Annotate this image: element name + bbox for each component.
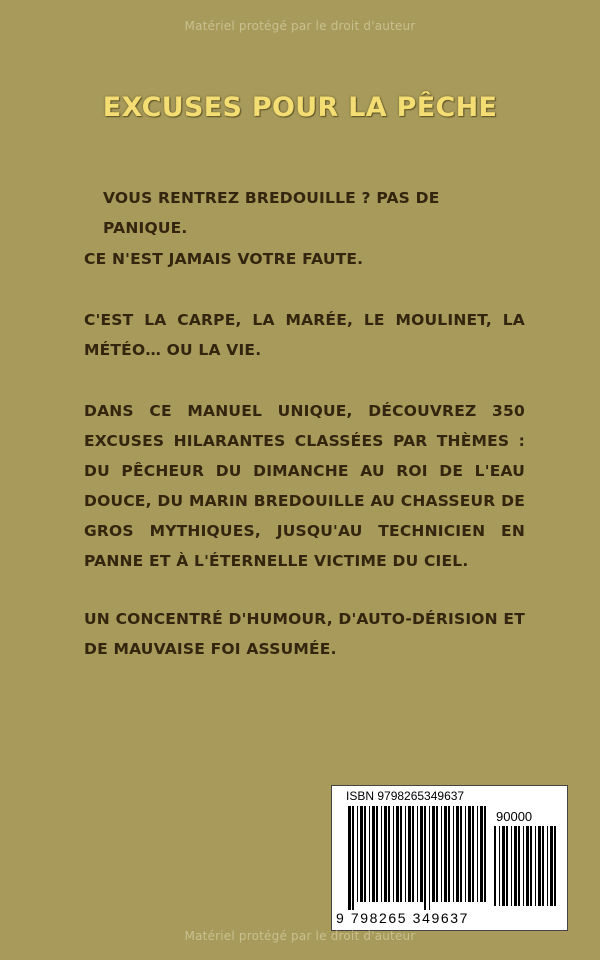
barcode-bar — [357, 806, 358, 902]
barcode-bar — [432, 806, 435, 902]
barcode-bar — [376, 806, 378, 902]
barcode-bar — [518, 826, 520, 906]
ean13-barcode — [348, 806, 488, 910]
barcode-bar — [456, 806, 459, 902]
barcode-bar — [364, 806, 366, 902]
price-code: 90000 — [496, 809, 533, 824]
barcode-bar — [523, 826, 524, 906]
barcode-bar — [352, 806, 354, 910]
barcode-bar — [477, 806, 478, 902]
barcode-bar — [412, 806, 414, 902]
barcode-bar — [460, 806, 462, 902]
barcode-bar — [348, 806, 351, 910]
barcode-bar — [502, 826, 505, 906]
copyright-watermark-bottom: Matériel protégé par le droit d'auteur — [184, 929, 416, 943]
barcode-bar — [408, 806, 411, 902]
barcode-bar — [372, 806, 375, 902]
barcode-bar — [448, 806, 450, 902]
blurb-paragraph-2: CE N'EST JAMAIS VOTRE FAUTE. — [84, 250, 364, 268]
copyright-watermark-top: Matériel protégé par le droit d'auteur — [184, 19, 416, 33]
barcode-bar — [511, 826, 512, 906]
barcode-bar — [468, 806, 471, 902]
barcode-bar — [388, 806, 390, 902]
barcode-bar — [530, 826, 532, 906]
barcode-bar — [484, 806, 486, 902]
barcode-bar — [535, 826, 536, 906]
barcode-bar — [384, 806, 387, 902]
barcode-bar — [436, 806, 438, 902]
barcode-bar — [506, 826, 508, 906]
barcode-bar — [453, 806, 454, 902]
blurb-paragraph-4: DANS CE MANUEL UNIQUE, DÉCOUVREZ 350 EXCUSES HILARANTES CLASSÉES PAR THÈMES : DU PÊCHEUR DU DIMANCHE AU ROI DE L'EAU DOUCE, DU MARIN BREDOUILLE AU CHASSEUR DE GROS MYTHIQUES, JUSQU'AU TECHNICIEN EN PANNE ET À L'ÉTERNELLE VICTIME DU CIEL. — [84, 402, 525, 570]
barcode-bar — [381, 806, 382, 902]
barcode-bar — [429, 806, 430, 910]
barcode-bar — [465, 806, 466, 902]
blurb-paragraph-1: VOUS RENTREZ BREDOUILLE ? PAS DE PANIQUE. — [103, 189, 440, 237]
barcode-bar — [396, 806, 399, 902]
barcode-bar — [554, 826, 556, 906]
barcode-bar — [420, 806, 423, 902]
barcode-bar — [514, 826, 517, 906]
isbn-barcode-box — [331, 785, 568, 931]
barcode-bar — [441, 806, 442, 902]
isbn-digits: 9 798265 349637 — [336, 910, 469, 926]
barcode-bar — [480, 806, 483, 902]
isbn-label: ISBN 9798265349637 — [346, 789, 465, 803]
barcode-bar — [472, 806, 474, 902]
barcode-bar — [417, 806, 418, 902]
barcode-bar — [400, 806, 402, 902]
barcode-bar — [424, 806, 426, 910]
barcode-bar — [526, 826, 529, 906]
book-title: EXCUSES POUR LA PÊCHE — [102, 92, 498, 123]
barcode-bar — [360, 806, 363, 902]
barcode-bar — [405, 806, 406, 902]
barcode-bar — [444, 806, 447, 902]
barcode-bar — [542, 826, 544, 906]
barcode-bar — [494, 826, 496, 906]
barcode-bar — [369, 806, 370, 902]
barcode-bar — [393, 806, 394, 902]
barcode-bar — [550, 826, 553, 906]
blurb-paragraph-3: C'EST LA CARPE, LA MARÉE, LE MOULINET, LA MÉTÉO… OU LA VIE. — [84, 311, 525, 359]
barcode-bar — [538, 826, 541, 906]
addon-barcode — [494, 826, 558, 906]
barcode-bar — [547, 826, 548, 906]
barcode-bar — [499, 826, 500, 906]
blurb-paragraph-5: UN CONCENTRÉ D'HUMOUR, D'AUTO-DÉRISION ET DE MAUVAISE FOI ASSUMÉE. — [84, 610, 525, 658]
